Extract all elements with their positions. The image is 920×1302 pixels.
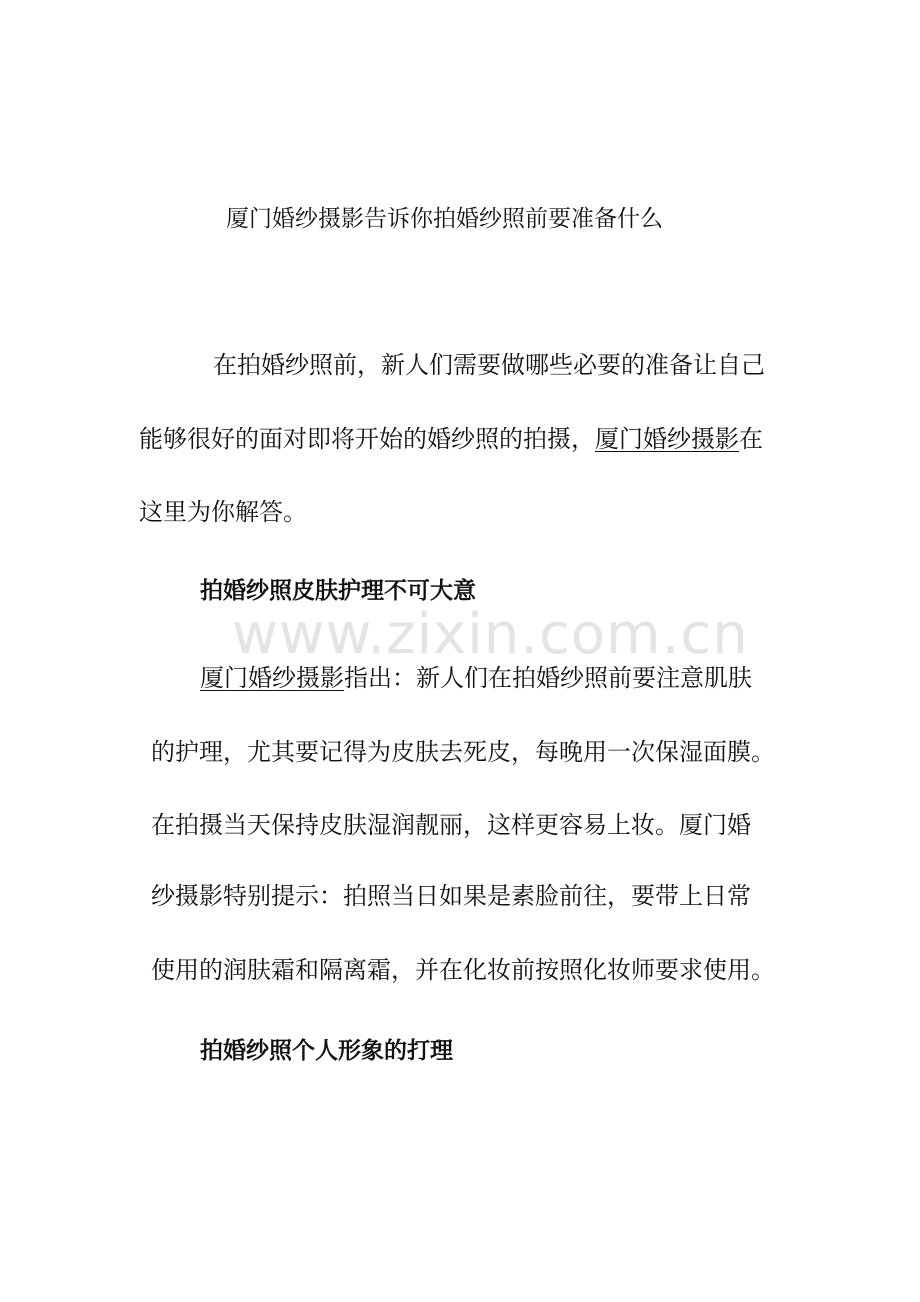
intro-line-3: 这里为你解答。	[139, 498, 307, 526]
intro-line-2-suffix: 在	[739, 425, 763, 453]
intro-line-2-text: 能够很好的面对即将开始的婚纱照的拍摄，	[139, 425, 595, 453]
section1-line-3: 在拍摄当天保持皮肤湿润靓丽，这样更容易上妆。厦门婚	[151, 811, 751, 839]
section-heading-skin-care: 拍婚纱照皮肤护理不可大意	[200, 578, 476, 604]
xiamen-wedding-photo-link[interactable]: 厦门婚纱摄影	[595, 425, 739, 453]
xiamen-wedding-photo-link-2[interactable]: 厦门婚纱摄影	[200, 664, 344, 692]
intro-line-2	[139, 427, 763, 451]
section1-line-5: 使用的润肤霜和隔离霜，并在化妆前按照化妆师要求使用。	[151, 956, 775, 984]
intro-line-1: 在拍婚纱照前，新人们需要做哪些必要的准备让自己	[213, 351, 765, 379]
section1-line-1-text: 指出：新人们在拍婚纱照前要注意肌肤	[344, 664, 752, 692]
section1-line-2: 的护理，尤其要记得为皮肤去死皮，每晚用一次保湿面膜。	[151, 738, 775, 766]
section1-line-4: 纱摄影特别提示：拍照当日如果是素脸前往，要带上日常	[151, 882, 751, 910]
section1-line-1	[200, 666, 752, 690]
watermark-text: www.zixin.com.cn	[232, 602, 749, 667]
section-heading-personal-image: 拍婚纱照个人形象的打理	[200, 1038, 453, 1064]
document-title: 厦门婚纱摄影告诉你拍婚纱照前要准备什么	[226, 206, 663, 232]
